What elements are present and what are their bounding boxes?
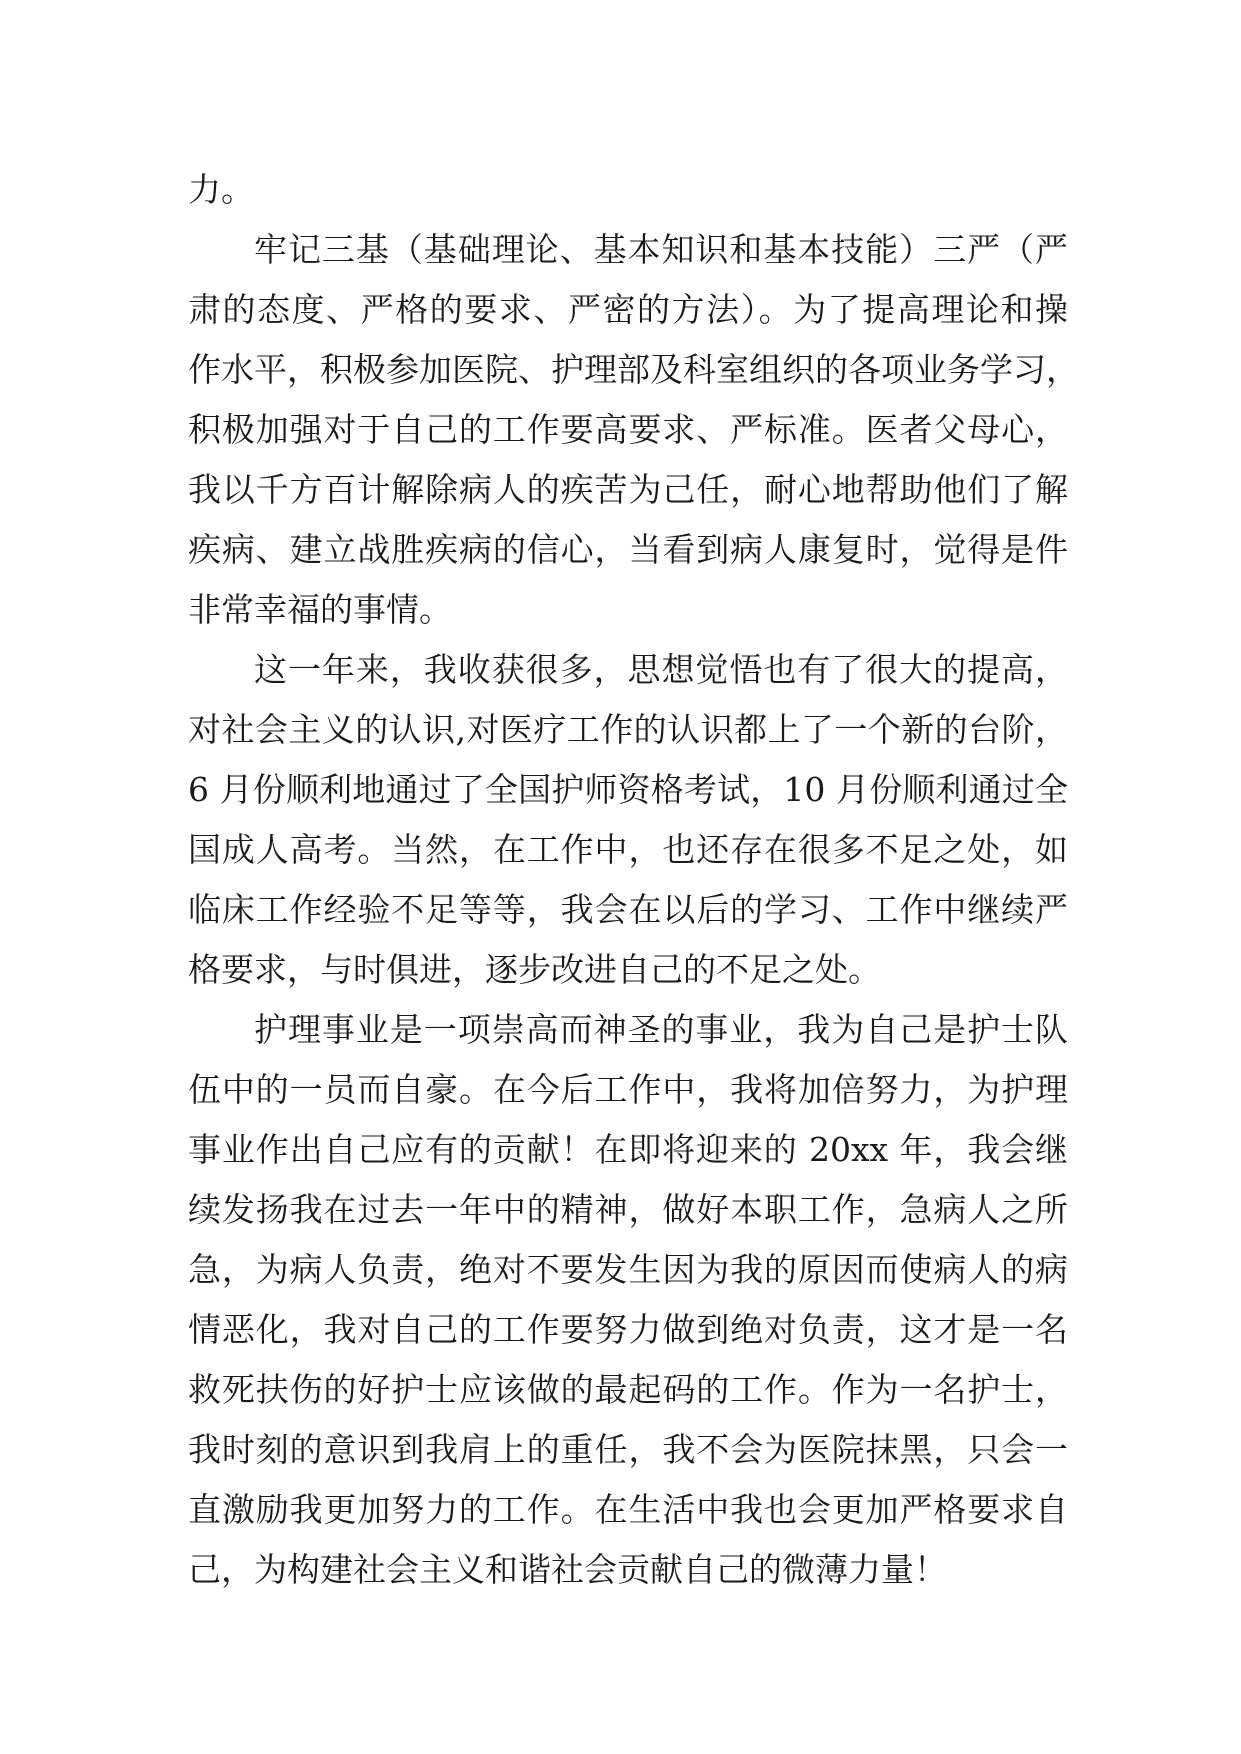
paragraph-line: 6 月份顺利地通过了全国护师资格考试，10 月份顺利通过全	[188, 770, 1068, 809]
paragraph-line: 积极加强对于自己的工作要高要求、严标准。医者父母心，	[188, 410, 1068, 449]
paragraph-line: 非常幸福的事情。	[188, 590, 452, 629]
paragraph-line: 续发扬我在过去一年中的精神，做好本职工作，急病人之所	[188, 1190, 1068, 1229]
paragraph-line: 疾病、建立战胜疾病的信心，当看到病人康复时，觉得是件	[188, 530, 1068, 569]
paragraph-line: 直激励我更加努力的工作。在生活中我也会更加严格要求自	[188, 1490, 1068, 1529]
paragraph-line: 对社会主义的认识,对医疗工作的认识都上了一个新的台阶，	[188, 710, 1068, 749]
paragraph-line: 力。	[188, 170, 254, 209]
paragraph-line: 作水平，积极参加医院、护理部及科室组织的各项业务学习，	[188, 350, 1079, 389]
paragraph-line: 我以千方百计解除病人的疾苦为己任，耐心地帮助他们了解	[188, 470, 1068, 509]
paragraph-line: 国成人高考。当然，在工作中，也还存在很多不足之处，如	[188, 830, 1068, 869]
paragraph-line: 临床工作经验不足等等，我会在以后的学习、工作中继续严	[188, 890, 1068, 929]
paragraph-line: 这一年来，我收获很多，思想觉悟也有了很大的提高，	[254, 650, 1068, 689]
paragraph-line: 情恶化，我对自己的工作要努力做到绝对负责，这才是一名	[188, 1310, 1068, 1349]
paragraph-line: 我时刻的意识到我肩上的重任，我不会为医院抹黑，只会一	[188, 1430, 1068, 1469]
paragraph-line: 救死扶伤的好护士应该做的最起码的工作。作为一名护士，	[188, 1370, 1068, 1409]
paragraph-line: 伍中的一员而自豪。在今后工作中，我将加倍努力，为护理	[188, 1070, 1068, 1109]
paragraph-line: 牢记三基（基础理论、基本知识和基本技能）三严（严	[254, 230, 1068, 269]
paragraph-line: 护理事业是一项崇高而神圣的事业，我为自己是护士队	[254, 1010, 1068, 1049]
paragraph-line: 肃的态度、严格的要求、严密的方法）。为了提高理论和操	[188, 290, 1068, 329]
paragraph-line: 己，为构建社会主义和谐社会贡献自己的微薄力量！	[188, 1550, 947, 1589]
paragraph-line: 事业作出自己应有的贡献！在即将迎来的 20xx 年，我会继	[188, 1130, 1068, 1169]
document-body	[188, 160, 1079, 1600]
paragraph-line: 急，为病人负责，绝对不要发生因为我的原因而使病人的病	[188, 1250, 1068, 1289]
paragraph-line: 格要求，与时俱进，逐步改进自己的不足之处。	[188, 950, 881, 989]
